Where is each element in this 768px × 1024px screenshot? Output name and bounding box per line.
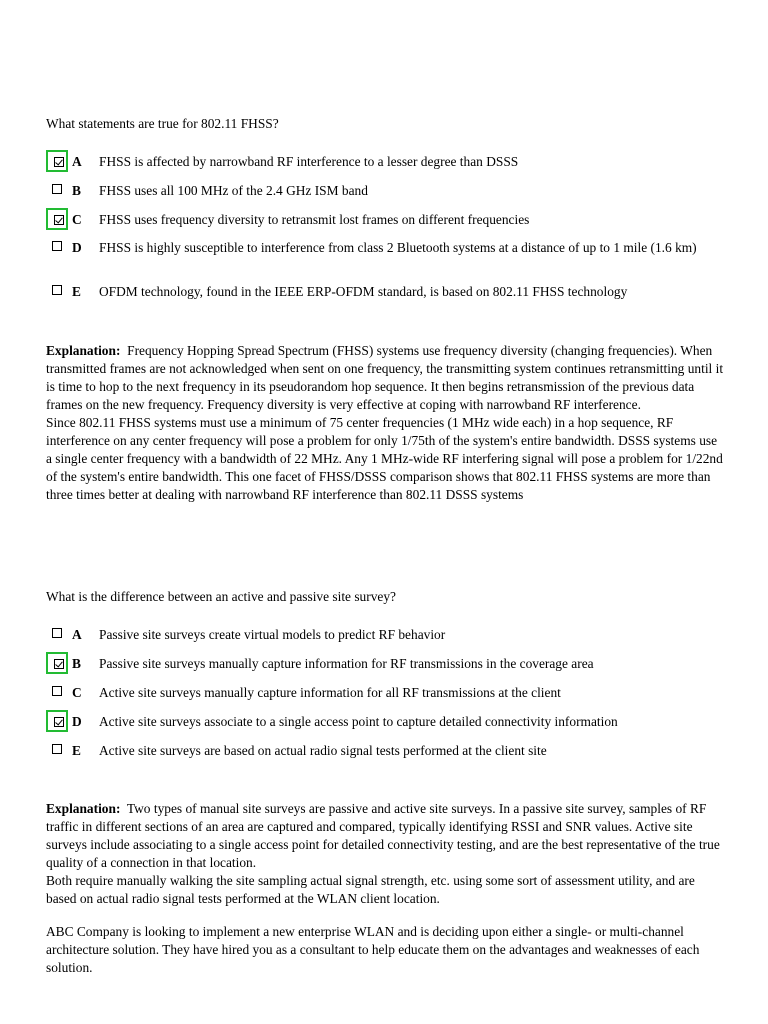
explanation-paragraph-2: Both require manually walking the site sampling actual signal strength, etc. using some sort of assessment utility, and are based on actual radio signal tests performed at the WLAN client location. (46, 873, 695, 906)
question-1-text: What statements are true for 802.11 FHSS? (46, 116, 279, 131)
checkbox[interactable] (54, 215, 64, 225)
question-1-explanation (46, 342, 726, 504)
option-letter: C (72, 685, 82, 700)
option-text: Passive site surveys create virtual models to predict RF behavior (99, 627, 446, 642)
correct-answer-highlight (46, 150, 68, 172)
option-letter: A (72, 627, 82, 642)
correct-answer-highlight (46, 710, 68, 732)
checkbox[interactable] (52, 285, 62, 295)
checkbox[interactable] (52, 184, 62, 194)
checkbox-wrap (46, 179, 68, 201)
option-letter: B (72, 656, 81, 671)
explanation-paragraph-1: Frequency Hopping Spread Spectrum (FHSS) systems use frequency diversity (changing frequencies). When transmitted frames are not acknowledged when sent on one frequency, the transmitting system continues retransmitting until it is time to hop to the next frequency in its pseudorandom hop sequence. It then begins retransmission of the previous data frames on the new frequency. Frequency diversity is very effective at coping with narrowband RF interference. (46, 343, 724, 412)
explanation-paragraph-1: Two types of manual site surveys are passive and active site surveys. In a passive site survey, samples of RF traffic in different sections of an area are captured and compared, typically identifying RSSI and SNR values. Active site surveys include associating to a single access point for detailed connectivity testing, and are the best representative of the true quality of a connection in that location. (46, 801, 720, 870)
checkbox[interactable] (52, 686, 62, 696)
question-2-explanation (46, 800, 726, 908)
option-text: FHSS uses frequency diversity to retransmit lost frames on different frequencies (99, 212, 530, 227)
question-3-intro: ABC Company is looking to implement a new enterprise WLAN and is deciding upon either a single- or multi-channel architecture solution. They have hired you as a consultant to help educate them on the advantages and weaknesses of each solution. (46, 924, 700, 975)
option-letter: E (72, 284, 81, 299)
option-letter: E (72, 743, 81, 758)
option-text: FHSS uses all 100 MHz of the 2.4 GHz ISM band (99, 183, 368, 198)
option-letter: D (72, 240, 82, 255)
option-letter: B (72, 183, 81, 198)
option-text: Active site surveys are based on actual radio signal tests performed at the client site (99, 743, 547, 758)
option-letter: C (72, 212, 82, 227)
option-text: Active site surveys associate to a single access point to capture detailed connectivity information (99, 714, 618, 729)
checkbox[interactable] (52, 241, 62, 251)
checkbox-wrap (46, 236, 68, 258)
checkbox[interactable] (54, 659, 64, 669)
checkbox-wrap (46, 681, 68, 703)
checkbox[interactable] (54, 157, 64, 167)
option-text: Passive site surveys manually capture information for RF transmissions in the coverage area (99, 656, 594, 671)
checkbox-wrap (46, 623, 68, 645)
question-2-text: What is the difference between an active and passive site survey? (46, 589, 396, 604)
checkbox[interactable] (54, 717, 64, 727)
checkbox[interactable] (52, 744, 62, 754)
explanation-paragraph-2: Since 802.11 FHSS systems must use a minimum of 75 center frequencies (1 MHz wide each) in a hop sequence, RF interference on any center frequency will pose a problem for only 1/75th of the system's entire bandwidth. DSSS systems use a single center frequency with a bandwidth of 22 MHz. Any 1 MHz-wide RF interfering signal will pose a problem for 1/22nd of the system's entire bandwidth. This one facet of FHSS/DSSS comparison shows that 802.11 FHSS systems are more than three times better at dealing with narrowband RF interference than 802.11 DSSS systems (46, 415, 723, 502)
option-letter: D (72, 714, 82, 729)
checkbox-wrap (46, 280, 68, 302)
option-text: Active site surveys manually capture information for all RF transmissions at the client (99, 685, 561, 700)
correct-answer-highlight (46, 208, 68, 230)
explanation-label: Explanation: (46, 343, 121, 358)
option-text: FHSS is affected by narrowband RF interference to a lesser degree than DSSS (99, 154, 519, 169)
option-text: FHSS is highly susceptible to interference from class 2 Bluetooth systems at a distance of up to 1 mile (1.6 km) (99, 240, 697, 255)
option-letter: A (72, 154, 82, 169)
correct-answer-highlight (46, 652, 68, 674)
explanation-label: Explanation: (46, 801, 121, 816)
checkbox[interactable] (52, 628, 62, 638)
checkbox-wrap (46, 739, 68, 761)
option-text: OFDM technology, found in the IEEE ERP-OFDM standard, is based on 802.11 FHSS technology (99, 284, 628, 299)
